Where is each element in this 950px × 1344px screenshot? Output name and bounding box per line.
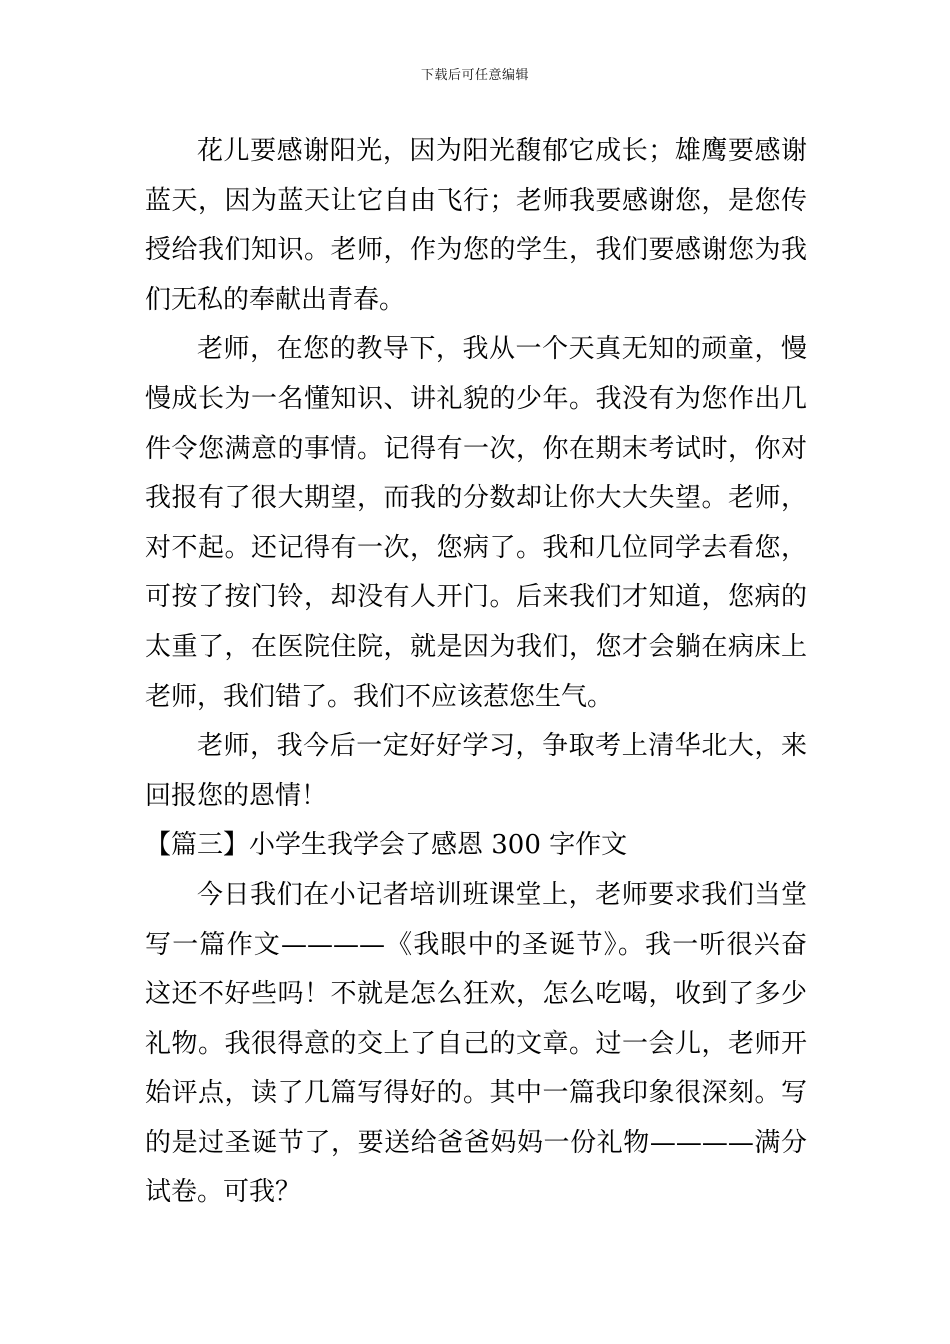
- section-title: 【篇三】小学生我学会了感恩 300 字作文: [145, 830, 628, 861]
- paragraph-3: 老师，我今后一定好好学习，争取考上清华北大，来回报您的恩情！: [145, 731, 807, 811]
- page-header: 下载后可任意编辑: [420, 68, 529, 83]
- paragraph-2: 老师，在您的教导下，我从一个天真无知的顽童，慢慢成长为一名懂知识、讲礼貌的少年。我没有为您作出几件令您满意的事情。记得有一次，你在期末考试时，你对我报有了很大期望，而我的分数却让你大大失望。老师，对不起。还记得有一次，您病了。我和几位同学去看您，可按了按门铃，却没有人开门。后来我们才知道，您病的太重了，在医院住院，就是因为我们，您才会躺在病床上老师，我们错了。我们不应该惹您生气。: [145, 334, 807, 712]
- document-body: [145, 127, 807, 1218]
- section-paragraph-1: 今日我们在小记者培训班课堂上，老师要求我们当堂写一篇作文————《我眼中的圣诞节》。我一听很兴奋这还不好些吗！不就是怎么狂欢，怎么吃喝，收到了多少礼物。我很得意的交上了自己的文章。过一会儿，老师开始评点，读了几篇写得好的。其中一篇我印象很深刻。写的是过圣诞节了，要送给爸爸妈妈一份礼物————满分试卷。可我？: [145, 879, 807, 1208]
- paragraph-1: 花儿要感谢阳光，因为阳光馥郁它成长；雄鹰要感谢蓝天，因为蓝天让它自由飞行；老师我要感谢您，是您传授给我们知识。老师，作为您的学生，我们要感谢您为我们无私的奉献出青春。: [145, 136, 807, 315]
